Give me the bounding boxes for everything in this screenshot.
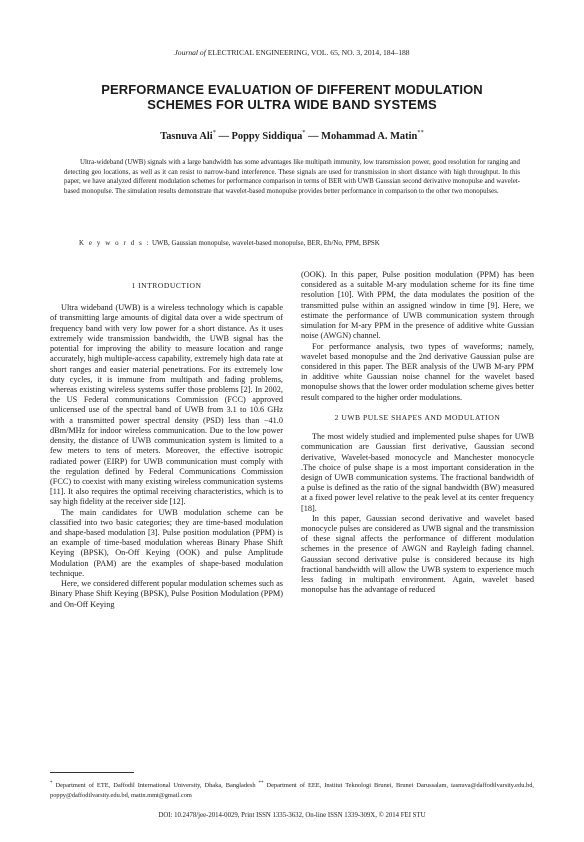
author-list — [0, 129, 584, 142]
footnote-rule — [50, 772, 134, 773]
right-column — [301, 270, 534, 596]
author-1: Tasnuva Ali — [160, 131, 213, 142]
left-column — [50, 281, 283, 610]
paragraph: The most widely studied and implemented pulse shapes for UWB communication are Gaussian first derivative, Gaussian second derivative, Wavelet-based monocycle and Manchester monocycle .The choice of pulse shape is a most important consideration in the design of UWB communication systems. The fractional bandwidth of a pulse is defined as the ratio of the signal bandwidth (BW) measured at a fixed power level relative to the peak level at its center frequency [18]. — [301, 432, 534, 513]
paragraph: Here, we considered different popular modulation schemes such as Binary Phase Shift Keying (BPSK), Pulse Position Modulation (PPM) and On-Off Keying — [50, 579, 283, 609]
paragraph: The main candidates for UWB modulation scheme can be classified into two basic categories; they are time-based modulation and shape-based modulation [3]. Pulse position modulation (PPM) is an example of time-based modulation whereas Binary Phase Shift Keying (BPSK), On-Off Keying (OOK) and pulse Amplitude Modulation (PAM) are the examples of shape-based modulation technique. — [50, 507, 283, 578]
section-heading-pulse-shapes: 2 UWB PULSE SHAPES AND MODULATION — [334, 412, 501, 422]
journal-name: Journal of — [174, 48, 206, 57]
paragraph: In this paper, Gaussian second derivative and wavelet based monocycle pulses are considered as UWB signal and the transmission of these signal affects the performance of different modulation schemes in the presence of AWGN and Rayleigh fading channel. Gaussian second derivative pulse is considered because its high fractional bandwidth will allow the UWB system to experience much less fading in multipath environment. Again, wavelet based monopulse has the advantage of reduced — [301, 513, 534, 595]
footnote — [50, 779, 534, 800]
footnote-mark: * — [50, 781, 53, 786]
paragraph: For performance analysis, two types of waveforms; namely, wavelet based monopulse and the 2nd derivative Gaussian pulse are considered in this paper. The BER analysis of the UWB M-ary PPM in additive white Gaussian noise channel for the wavelet based monopulse shows that the lower order modulation scheme gives better result compared to the higher order modulations. — [301, 341, 534, 402]
title-line-2: SCHEMES FOR ULTRA WIDE BAND SYSTEMS — [147, 97, 437, 112]
author-separator: — — [305, 131, 322, 142]
footnote-mark: ** — [258, 781, 264, 786]
journal-volume-info: ELECTRICAL ENGINEERING, VOL. 65, NO. 3, 2014, 184–188 — [205, 48, 410, 57]
keywords-label: K e y w o r d s : — [79, 240, 151, 247]
doi-line: DOI: 10.2478/jee-2014-0029, Print ISSN 1335-3632, On-line ISSN 1339-309X, © 2014 FEI STU — [158, 812, 426, 819]
paragraph: (OOK). In this paper, Pulse position modulation (PPM) has been considered as a suitable M-ary modulation scheme for its fine time resolution [10]. With PPM, the data modulates the position of the transmitted pulse within an assigned window in time [9]. Here, we estimate the performance of UWB communication system through simulation for M-ary PPM in the presence of additive white Gussian noise (AWGN) channel. — [301, 270, 534, 341]
abstract: Ultra-wideband (UWB) signals with a large bandwidth has some advantages like multipath immunity, low transmission power, good resolution for ranging and detecting geo locations, as well as it can resist to narrow-band interference. These signals are used for transmission in short distance with high throughput. In this paper, we have analyzed different modulation schemes for performance comparison in terms of BER with UWB Gaussian second derivative monopulse and wavelet-based monopulse. The simulation results demonstrate that wavelet-based monopulse provides better performance in comparison to the other two monopulses. — [64, 159, 520, 195]
author-2: Poppy Siddiqua — [231, 131, 303, 142]
author-3: Mohammad A. Matin — [321, 131, 418, 142]
footnote-affiliation-1: Department of ETE, Daffodil International University, Dhaka, Bangladesh — [52, 782, 259, 789]
section-heading-introduction: 1 INTRODUCTION — [131, 281, 202, 290]
journal-header — [0, 48, 584, 57]
keywords-text: UWB, Gaussian monopulse, wavelet-based monopulse, BER, Eb/No, PPM, BPSK — [150, 240, 380, 247]
paper-title — [30, 82, 554, 112]
keywords — [79, 240, 520, 247]
author-1-mark: * — [212, 129, 216, 136]
author-separator: — — [215, 131, 232, 142]
paragraph: Ultra wideband (UWB) is a wireless technology which is capable of transmitting large amounts of digital data over a wide spectrum of frequency band with very low power for a short distance. As it uses extremely wide transmission bandwidth, the UWB signal has the potential for improving the ability to measure location and range accurately, high multiple-access capability, extremely high data rate at short ranges and easier material penetrations. For its extremely low duty cycles, it is immune from multipath and fading problems, whereas existing wireless systems suffer those problems [2]. In 2002, the US Federal communications Commission (FCC) approved unlicensed use of the spectral band of UWB from 3.1 to 10.6 GHz with a transmitted power spectral density (PSD) less than −41.0 dBm/MHz for indoor wireless communication. Due to the low power density, the distance of UWB communication system is limited to a few meters to tens of meters. Moreover, the effective isotropic radiated power (EIRP) for UWB communication must comply with the regulation defined by Federal Communications Commission (FCC) to coexist with many existing wireless communication systems [11]. It also requires the optimal receiving characteristics, which is to say high fidelity at the receiver side [12]. — [50, 303, 283, 507]
author-3-mark: ** — [417, 129, 424, 136]
author-2-mark: * — [302, 129, 306, 136]
title-line-1: PERFORMANCE EVALUATION OF DIFFERENT MODULATION — [101, 82, 483, 97]
footnote-affiliation-2: Department of EEE, Institut Teknologi Brunei, Brunei Darussalam, tasnuva@daffodilvarsity.edu.bd, poppy@daffodilvarsity.edu.bd, matin.mmt@gmail.com — [50, 782, 534, 799]
